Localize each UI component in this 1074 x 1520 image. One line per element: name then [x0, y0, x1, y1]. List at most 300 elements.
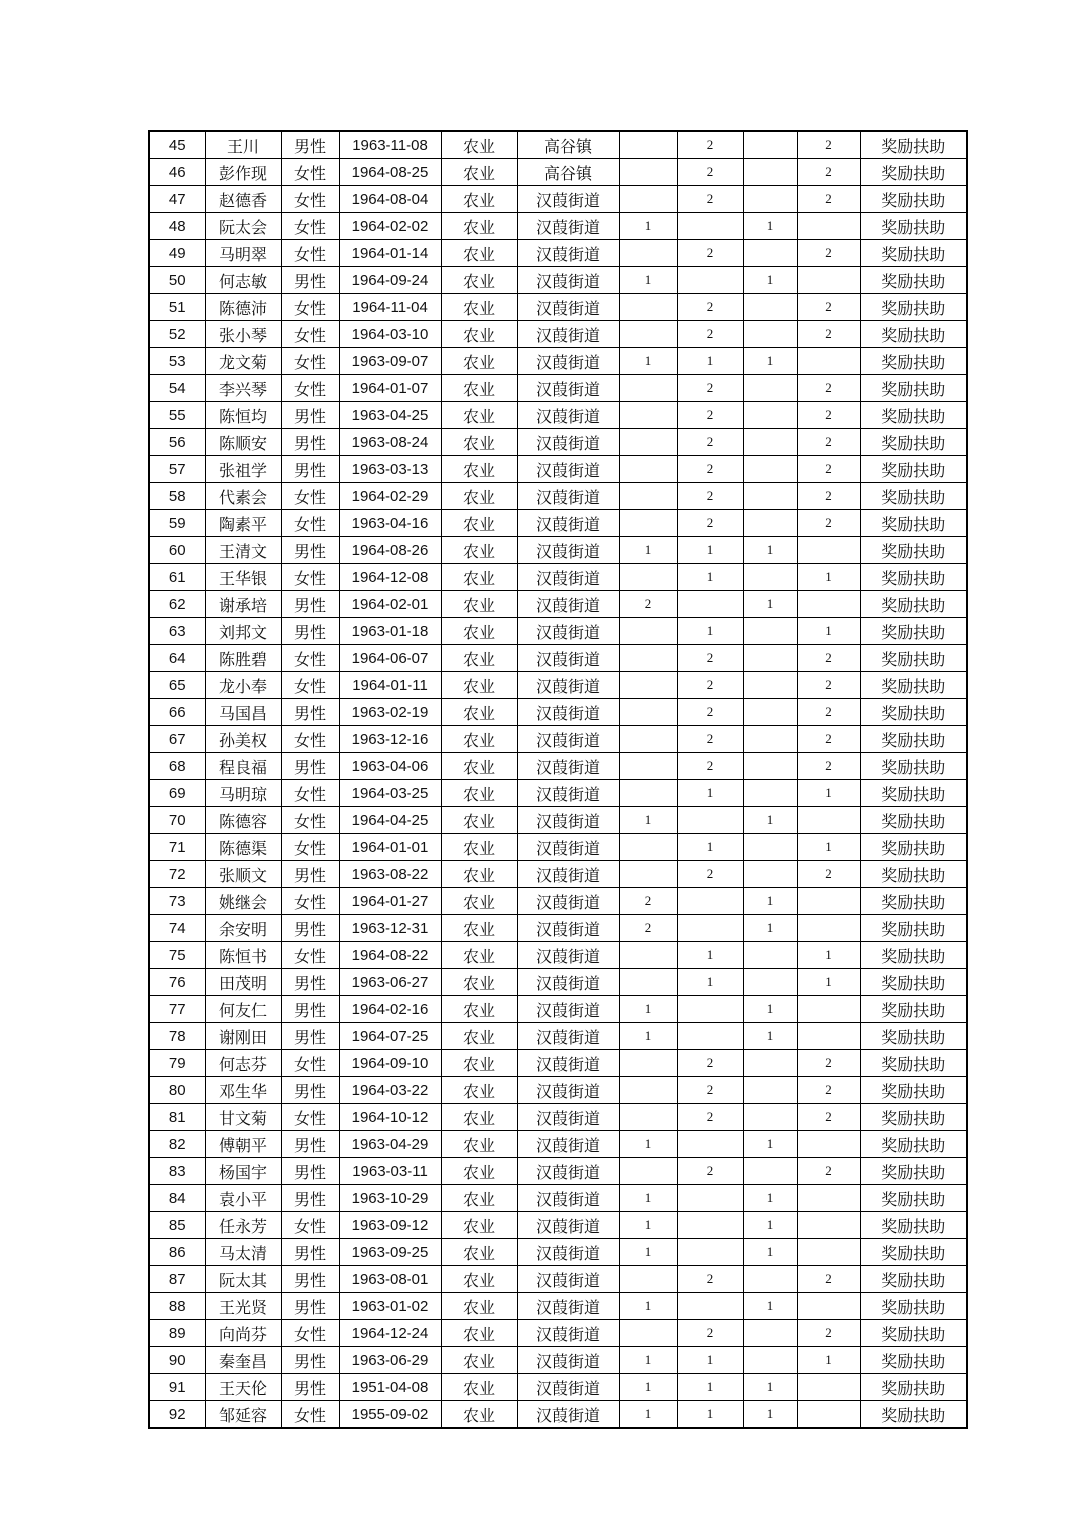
- count-col-2-cell: 2: [677, 510, 743, 537]
- birth-date-cell: 1963-06-29: [339, 1347, 441, 1374]
- household-type-cell: 农业: [441, 672, 517, 699]
- gender-cell: 女性: [281, 942, 339, 969]
- person-name-cell: 余安明: [205, 915, 281, 942]
- row-number-cell: 83: [149, 1158, 205, 1185]
- count-col-2-cell: 2: [677, 1266, 743, 1293]
- township-cell: 汉葭街道: [517, 267, 619, 294]
- household-type-cell: 农业: [441, 942, 517, 969]
- count-col-2-cell: 2: [677, 186, 743, 213]
- roster-body: [149, 131, 967, 1428]
- person-name-cell: 陶素平: [205, 510, 281, 537]
- policy-type-cell: 奖励扶助: [860, 888, 967, 915]
- birth-date-cell: 1964-03-25: [339, 780, 441, 807]
- gender-cell: 女性: [281, 888, 339, 915]
- count-col-3-cell: 1: [743, 213, 797, 240]
- person-name-cell: 张小琴: [205, 321, 281, 348]
- count-col-2-cell: [677, 1212, 743, 1239]
- count-col-3-cell: [743, 699, 797, 726]
- count-col-4-cell: 2: [797, 186, 860, 213]
- gender-cell: 女性: [281, 672, 339, 699]
- count-col-4-cell: [797, 213, 860, 240]
- person-name-cell: 何友仁: [205, 996, 281, 1023]
- policy-type-cell: 奖励扶助: [860, 321, 967, 348]
- person-name-cell: 龙文菊: [205, 348, 281, 375]
- count-col-3-cell: [743, 834, 797, 861]
- count-col-3-cell: 1: [743, 915, 797, 942]
- gender-cell: 男性: [281, 753, 339, 780]
- count-col-3-cell: 1: [743, 1293, 797, 1320]
- township-cell: 汉葭街道: [517, 834, 619, 861]
- birth-date-cell: 1964-09-10: [339, 1050, 441, 1077]
- township-cell: 汉葭街道: [517, 591, 619, 618]
- count-col-1-cell: [619, 1077, 677, 1104]
- person-name-cell: 张祖学: [205, 456, 281, 483]
- person-name-cell: 杨国宇: [205, 1158, 281, 1185]
- birth-date-cell: 1964-01-14: [339, 240, 441, 267]
- row-number-cell: 71: [149, 834, 205, 861]
- policy-type-cell: 奖励扶助: [860, 996, 967, 1023]
- township-cell: 汉葭街道: [517, 1131, 619, 1158]
- count-col-2-cell: [677, 1185, 743, 1212]
- count-col-1-cell: [619, 564, 677, 591]
- household-type-cell: 农业: [441, 645, 517, 672]
- birth-date-cell: 1963-10-29: [339, 1185, 441, 1212]
- person-name-cell: 彭作现: [205, 159, 281, 186]
- table-row: [149, 186, 967, 213]
- policy-type-cell: 奖励扶助: [860, 861, 967, 888]
- count-col-3-cell: [743, 294, 797, 321]
- count-col-3-cell: [743, 1050, 797, 1077]
- count-col-1-cell: 1: [619, 1185, 677, 1212]
- count-col-4-cell: [797, 1401, 860, 1429]
- policy-type-cell: 奖励扶助: [860, 510, 967, 537]
- count-col-3-cell: 1: [743, 1185, 797, 1212]
- policy-type-cell: 奖励扶助: [860, 1023, 967, 1050]
- count-col-4-cell: [797, 1239, 860, 1266]
- table-row: [149, 618, 967, 645]
- row-number-cell: 64: [149, 645, 205, 672]
- table-row: [149, 375, 967, 402]
- township-cell: 汉葭街道: [517, 915, 619, 942]
- count-col-3-cell: 1: [743, 591, 797, 618]
- count-col-3-cell: [743, 780, 797, 807]
- policy-type-cell: 奖励扶助: [860, 267, 967, 294]
- count-col-2-cell: 1: [677, 348, 743, 375]
- count-col-4-cell: 2: [797, 321, 860, 348]
- gender-cell: 男性: [281, 1185, 339, 1212]
- count-col-1-cell: [619, 402, 677, 429]
- count-col-1-cell: [619, 753, 677, 780]
- count-col-3-cell: [743, 429, 797, 456]
- birth-date-cell: 1963-09-25: [339, 1239, 441, 1266]
- household-type-cell: 农业: [441, 375, 517, 402]
- table-row: [149, 1185, 967, 1212]
- count-col-4-cell: 1: [797, 834, 860, 861]
- count-col-2-cell: [677, 267, 743, 294]
- birth-date-cell: 1964-03-10: [339, 321, 441, 348]
- gender-cell: 女性: [281, 321, 339, 348]
- township-cell: 汉葭街道: [517, 1401, 619, 1429]
- count-col-4-cell: 2: [797, 483, 860, 510]
- township-cell: 汉葭街道: [517, 1293, 619, 1320]
- table-row: [149, 861, 967, 888]
- count-col-3-cell: 1: [743, 1374, 797, 1401]
- person-name-cell: 陈德容: [205, 807, 281, 834]
- birth-date-cell: 1963-02-19: [339, 699, 441, 726]
- policy-type-cell: 奖励扶助: [860, 699, 967, 726]
- township-cell: 汉葭街道: [517, 942, 619, 969]
- count-col-3-cell: 1: [743, 537, 797, 564]
- count-col-2-cell: 2: [677, 321, 743, 348]
- count-col-3-cell: [743, 726, 797, 753]
- count-col-3-cell: [743, 402, 797, 429]
- count-col-2-cell: 2: [677, 131, 743, 159]
- township-cell: 汉葭街道: [517, 1320, 619, 1347]
- table-row: [149, 483, 967, 510]
- count-col-2-cell: 2: [677, 726, 743, 753]
- count-col-1-cell: 1: [619, 348, 677, 375]
- household-type-cell: 农业: [441, 240, 517, 267]
- row-number-cell: 85: [149, 1212, 205, 1239]
- township-cell: 汉葭街道: [517, 1104, 619, 1131]
- count-col-4-cell: 2: [797, 1077, 860, 1104]
- row-number-cell: 91: [149, 1374, 205, 1401]
- household-type-cell: 农业: [441, 726, 517, 753]
- birth-date-cell: 1963-09-12: [339, 1212, 441, 1239]
- township-cell: 汉葭街道: [517, 969, 619, 996]
- household-type-cell: 农业: [441, 321, 517, 348]
- count-col-1-cell: [619, 456, 677, 483]
- household-type-cell: 农业: [441, 159, 517, 186]
- township-cell: 汉葭街道: [517, 861, 619, 888]
- policy-type-cell: 奖励扶助: [860, 591, 967, 618]
- gender-cell: 男性: [281, 699, 339, 726]
- count-col-4-cell: 2: [797, 1158, 860, 1185]
- count-col-4-cell: 1: [797, 942, 860, 969]
- count-col-4-cell: [797, 537, 860, 564]
- birth-date-cell: 1963-09-07: [339, 348, 441, 375]
- count-col-3-cell: [743, 672, 797, 699]
- policy-type-cell: 奖励扶助: [860, 131, 967, 159]
- table-row: [149, 1023, 967, 1050]
- table-row: [149, 240, 967, 267]
- count-col-1-cell: 1: [619, 537, 677, 564]
- gender-cell: 女性: [281, 1104, 339, 1131]
- count-col-3-cell: [743, 510, 797, 537]
- township-cell: 汉葭街道: [517, 753, 619, 780]
- gender-cell: 女性: [281, 213, 339, 240]
- policy-type-cell: 奖励扶助: [860, 834, 967, 861]
- count-col-4-cell: 2: [797, 510, 860, 537]
- table-row: [149, 564, 967, 591]
- birth-date-cell: 1963-12-31: [339, 915, 441, 942]
- count-col-1-cell: [619, 321, 677, 348]
- count-col-2-cell: [677, 1131, 743, 1158]
- table-row: [149, 807, 967, 834]
- person-name-cell: 张顺文: [205, 861, 281, 888]
- count-col-1-cell: [619, 1158, 677, 1185]
- row-number-cell: 75: [149, 942, 205, 969]
- row-number-cell: 63: [149, 618, 205, 645]
- policy-type-cell: 奖励扶助: [860, 753, 967, 780]
- count-col-3-cell: [743, 131, 797, 159]
- birth-date-cell: 1964-12-08: [339, 564, 441, 591]
- count-col-4-cell: 2: [797, 753, 860, 780]
- table-row: [149, 645, 967, 672]
- policy-type-cell: 奖励扶助: [860, 213, 967, 240]
- birth-date-cell: 1964-02-16: [339, 996, 441, 1023]
- policy-type-cell: 奖励扶助: [860, 159, 967, 186]
- count-col-1-cell: 2: [619, 888, 677, 915]
- policy-type-cell: 奖励扶助: [860, 1239, 967, 1266]
- count-col-2-cell: 2: [677, 375, 743, 402]
- count-col-3-cell: [743, 942, 797, 969]
- count-col-1-cell: 1: [619, 1374, 677, 1401]
- count-col-2-cell: [677, 996, 743, 1023]
- person-name-cell: 王华银: [205, 564, 281, 591]
- township-cell: 汉葭街道: [517, 672, 619, 699]
- count-col-4-cell: [797, 348, 860, 375]
- gender-cell: 男性: [281, 969, 339, 996]
- row-number-cell: 65: [149, 672, 205, 699]
- gender-cell: 女性: [281, 348, 339, 375]
- birth-date-cell: 1964-06-07: [339, 645, 441, 672]
- table-row: [149, 1131, 967, 1158]
- birth-date-cell: 1964-04-25: [339, 807, 441, 834]
- policy-type-cell: 奖励扶助: [860, 1185, 967, 1212]
- household-type-cell: 农业: [441, 996, 517, 1023]
- count-col-1-cell: [619, 1050, 677, 1077]
- person-name-cell: 田茂明: [205, 969, 281, 996]
- policy-type-cell: 奖励扶助: [860, 429, 967, 456]
- township-cell: 汉葭街道: [517, 645, 619, 672]
- count-col-3-cell: [743, 564, 797, 591]
- household-type-cell: 农业: [441, 537, 517, 564]
- row-number-cell: 52: [149, 321, 205, 348]
- count-col-4-cell: [797, 1023, 860, 1050]
- birth-date-cell: 1963-03-13: [339, 456, 441, 483]
- count-col-3-cell: 1: [743, 1212, 797, 1239]
- count-col-4-cell: [797, 807, 860, 834]
- row-number-cell: 81: [149, 1104, 205, 1131]
- table-row: [149, 699, 967, 726]
- gender-cell: 女性: [281, 780, 339, 807]
- count-col-1-cell: [619, 131, 677, 159]
- row-number-cell: 47: [149, 186, 205, 213]
- count-col-2-cell: 2: [677, 1050, 743, 1077]
- gender-cell: 女性: [281, 375, 339, 402]
- township-cell: 汉葭街道: [517, 1158, 619, 1185]
- count-col-2-cell: [677, 807, 743, 834]
- row-number-cell: 53: [149, 348, 205, 375]
- person-name-cell: 王川: [205, 131, 281, 159]
- household-type-cell: 农业: [441, 213, 517, 240]
- person-name-cell: 任永芳: [205, 1212, 281, 1239]
- count-col-1-cell: [619, 1320, 677, 1347]
- birth-date-cell: 1955-09-02: [339, 1401, 441, 1429]
- count-col-2-cell: [677, 1023, 743, 1050]
- township-cell: 汉葭街道: [517, 213, 619, 240]
- person-name-cell: 甘文菊: [205, 1104, 281, 1131]
- person-name-cell: 程良福: [205, 753, 281, 780]
- gender-cell: 男性: [281, 1077, 339, 1104]
- policy-type-cell: 奖励扶助: [860, 942, 967, 969]
- household-type-cell: 农业: [441, 564, 517, 591]
- table-row: [149, 1158, 967, 1185]
- count-col-2-cell: [677, 888, 743, 915]
- township-cell: 汉葭街道: [517, 537, 619, 564]
- birth-date-cell: 1963-04-16: [339, 510, 441, 537]
- table-row: [149, 834, 967, 861]
- row-number-cell: 56: [149, 429, 205, 456]
- count-col-4-cell: [797, 1131, 860, 1158]
- gender-cell: 男性: [281, 1131, 339, 1158]
- count-col-2-cell: 1: [677, 780, 743, 807]
- gender-cell: 男性: [281, 429, 339, 456]
- gender-cell: 女性: [281, 159, 339, 186]
- count-col-3-cell: [743, 159, 797, 186]
- household-type-cell: 农业: [441, 888, 517, 915]
- gender-cell: 男性: [281, 456, 339, 483]
- household-type-cell: 农业: [441, 915, 517, 942]
- birth-date-cell: 1963-11-08: [339, 131, 441, 159]
- table-row: [149, 942, 967, 969]
- person-name-cell: 陈恒书: [205, 942, 281, 969]
- table-row: [149, 1347, 967, 1374]
- count-col-2-cell: 2: [677, 1077, 743, 1104]
- row-number-cell: 80: [149, 1077, 205, 1104]
- table-row: [149, 1320, 967, 1347]
- birth-date-cell: 1964-12-24: [339, 1320, 441, 1347]
- township-cell: 汉葭街道: [517, 186, 619, 213]
- table-row: [149, 888, 967, 915]
- household-type-cell: 农业: [441, 1401, 517, 1429]
- count-col-4-cell: [797, 996, 860, 1023]
- table-row: [149, 159, 967, 186]
- gender-cell: 女性: [281, 1050, 339, 1077]
- count-col-4-cell: [797, 1185, 860, 1212]
- policy-type-cell: 奖励扶助: [860, 1347, 967, 1374]
- roster-table: [148, 130, 968, 1429]
- birth-date-cell: 1963-04-25: [339, 402, 441, 429]
- row-number-cell: 68: [149, 753, 205, 780]
- birth-date-cell: 1963-12-16: [339, 726, 441, 753]
- policy-type-cell: 奖励扶助: [860, 726, 967, 753]
- person-name-cell: 邹延容: [205, 1401, 281, 1429]
- birth-date-cell: 1964-02-02: [339, 213, 441, 240]
- count-col-4-cell: 2: [797, 294, 860, 321]
- household-type-cell: 农业: [441, 402, 517, 429]
- person-name-cell: 王清文: [205, 537, 281, 564]
- row-number-cell: 60: [149, 537, 205, 564]
- table-row: [149, 321, 967, 348]
- count-col-4-cell: 1: [797, 780, 860, 807]
- count-col-4-cell: 2: [797, 1320, 860, 1347]
- gender-cell: 女性: [281, 807, 339, 834]
- policy-type-cell: 奖励扶助: [860, 915, 967, 942]
- person-name-cell: 李兴琴: [205, 375, 281, 402]
- table-row: [149, 402, 967, 429]
- count-col-2-cell: 2: [677, 483, 743, 510]
- count-col-2-cell: 1: [677, 1401, 743, 1429]
- person-name-cell: 王天伦: [205, 1374, 281, 1401]
- count-col-2-cell: [677, 591, 743, 618]
- township-cell: 汉葭街道: [517, 348, 619, 375]
- count-col-1-cell: 1: [619, 1401, 677, 1429]
- count-col-3-cell: [743, 186, 797, 213]
- count-col-1-cell: 1: [619, 1212, 677, 1239]
- birth-date-cell: 1964-11-04: [339, 294, 441, 321]
- township-cell: 汉葭街道: [517, 483, 619, 510]
- count-col-2-cell: 2: [677, 699, 743, 726]
- count-col-3-cell: 1: [743, 1023, 797, 1050]
- row-number-cell: 92: [149, 1401, 205, 1429]
- person-name-cell: 何志芬: [205, 1050, 281, 1077]
- count-col-1-cell: [619, 240, 677, 267]
- count-col-4-cell: 2: [797, 375, 860, 402]
- count-col-2-cell: 2: [677, 1320, 743, 1347]
- count-col-3-cell: 1: [743, 267, 797, 294]
- count-col-2-cell: 1: [677, 618, 743, 645]
- count-col-4-cell: 2: [797, 402, 860, 429]
- person-name-cell: 代素会: [205, 483, 281, 510]
- count-col-2-cell: 2: [677, 861, 743, 888]
- row-number-cell: 46: [149, 159, 205, 186]
- count-col-2-cell: 2: [677, 429, 743, 456]
- policy-type-cell: 奖励扶助: [860, 1266, 967, 1293]
- row-number-cell: 45: [149, 131, 205, 159]
- row-number-cell: 73: [149, 888, 205, 915]
- birth-date-cell: 1963-08-01: [339, 1266, 441, 1293]
- count-col-1-cell: [619, 942, 677, 969]
- table-row: [149, 510, 967, 537]
- row-number-cell: 82: [149, 1131, 205, 1158]
- row-number-cell: 84: [149, 1185, 205, 1212]
- person-name-cell: 姚继会: [205, 888, 281, 915]
- household-type-cell: 农业: [441, 294, 517, 321]
- count-col-4-cell: 2: [797, 240, 860, 267]
- policy-type-cell: 奖励扶助: [860, 483, 967, 510]
- count-col-3-cell: [743, 1104, 797, 1131]
- household-type-cell: 农业: [441, 1239, 517, 1266]
- birth-date-cell: 1964-10-12: [339, 1104, 441, 1131]
- person-name-cell: 邓生华: [205, 1077, 281, 1104]
- person-name-cell: 陈胜碧: [205, 645, 281, 672]
- policy-type-cell: 奖励扶助: [860, 969, 967, 996]
- household-type-cell: 农业: [441, 1293, 517, 1320]
- policy-type-cell: 奖励扶助: [860, 1374, 967, 1401]
- count-col-1-cell: [619, 483, 677, 510]
- policy-type-cell: 奖励扶助: [860, 618, 967, 645]
- count-col-1-cell: 1: [619, 1347, 677, 1374]
- count-col-2-cell: 1: [677, 834, 743, 861]
- table-row: [149, 537, 967, 564]
- gender-cell: 男性: [281, 402, 339, 429]
- count-col-3-cell: [743, 1320, 797, 1347]
- gender-cell: 女性: [281, 1401, 339, 1429]
- table-row: [149, 1374, 967, 1401]
- table-row: [149, 753, 967, 780]
- township-cell: 汉葭街道: [517, 402, 619, 429]
- count-col-2-cell: 2: [677, 402, 743, 429]
- count-col-3-cell: 1: [743, 1131, 797, 1158]
- person-name-cell: 陈德渠: [205, 834, 281, 861]
- table-row: [149, 915, 967, 942]
- policy-type-cell: 奖励扶助: [860, 375, 967, 402]
- count-col-4-cell: 2: [797, 1104, 860, 1131]
- household-type-cell: 农业: [441, 1320, 517, 1347]
- birth-date-cell: 1964-08-26: [339, 537, 441, 564]
